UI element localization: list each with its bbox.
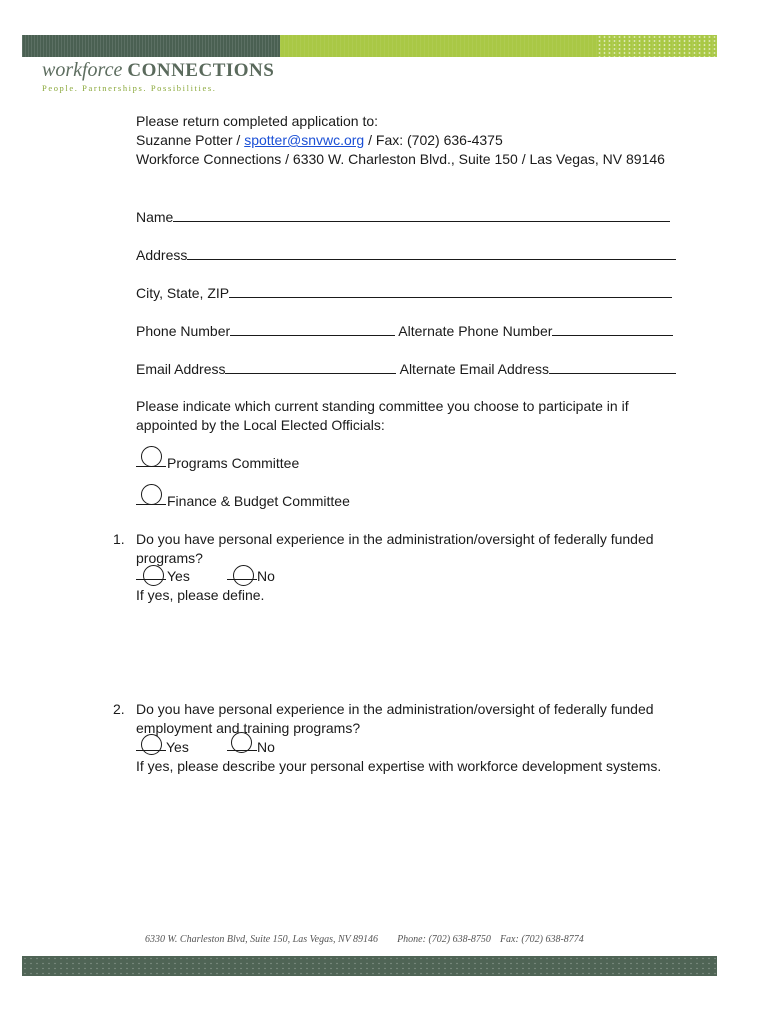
email-label: Email Address xyxy=(136,361,226,377)
alt-phone-field[interactable] xyxy=(552,321,673,336)
city-state-zip-row xyxy=(136,283,672,303)
banner-dark-segment xyxy=(22,35,280,57)
logo-word-connections: CONNECTIONS xyxy=(127,60,275,81)
header-banner xyxy=(22,35,717,57)
question-1-no-radio[interactable] xyxy=(233,565,254,586)
email-row xyxy=(136,359,676,379)
alt-email-field[interactable] xyxy=(549,359,676,374)
city-state-zip-field[interactable] xyxy=(229,283,672,298)
question-1-yes-label: Yes xyxy=(167,568,190,584)
address-field-row xyxy=(136,245,676,265)
committee-prompt-line1: Please indicate which current standing committee you choose to participate in if xyxy=(136,398,629,414)
question-2-followup: If yes, please describe your personal expertise with workforce development systems. xyxy=(136,758,662,774)
committee-prompt-line2: appointed by the Local Elected Officials: xyxy=(136,417,385,433)
phone-row xyxy=(136,321,673,341)
question-1-no-label: No xyxy=(257,568,275,584)
question-2-yes-radio[interactable] xyxy=(141,734,162,755)
footer-contact-line xyxy=(145,934,584,945)
question-2-no-label: No xyxy=(257,739,275,755)
name-field-row xyxy=(136,207,670,227)
logo-word-workforce: workforce xyxy=(42,59,123,81)
return-contact-line xyxy=(136,131,503,150)
question-1-yes-radio[interactable] xyxy=(143,565,164,586)
footer-fax: Fax: (702) 638-8774 xyxy=(499,934,584,945)
banner-dot-pattern xyxy=(597,35,717,57)
name-label: Name xyxy=(136,209,174,225)
return-address: Workforce Connections / 6330 W. Charleston Blvd., Suite 150 / Las Vegas, NV 89146 xyxy=(136,151,665,167)
question-2-line1: Do you have personal experience in the administration/oversight of federally funded xyxy=(136,701,654,717)
footer-address: 6330 W. Charleston Blvd, Suite 150, Las Vegas, NV 89146 xyxy=(145,934,379,945)
question-1-line2: programs? xyxy=(136,550,203,566)
alt-phone-label: Alternate Phone Number xyxy=(398,323,553,339)
finance-budget-committee-radio[interactable] xyxy=(141,484,162,505)
question-2-number: 2. xyxy=(113,701,125,717)
logo-tagline: People. Partnerships. Possibilities. xyxy=(42,83,217,93)
phone-field[interactable] xyxy=(230,321,395,336)
question-1-followup: If yes, please define. xyxy=(136,587,265,603)
alt-email-label: Alternate Email Address xyxy=(399,361,550,377)
return-instructions: Please return completed application to: xyxy=(136,113,379,129)
question-2-yes-label: Yes xyxy=(166,739,189,755)
contact-email-link[interactable]: spotter@snvwc.org xyxy=(244,132,365,148)
question-1-line1: Do you have personal experience in the administration/oversight of federally funded xyxy=(136,531,654,547)
question-1-number: 1. xyxy=(113,531,125,547)
workforce-connections-logo xyxy=(42,59,274,93)
footer-phone: Phone: (702) 638-8750 xyxy=(397,934,491,945)
question-2-no-radio[interactable] xyxy=(231,732,252,753)
address-field[interactable] xyxy=(187,245,676,260)
email-field[interactable] xyxy=(225,359,396,374)
city-state-zip-label: City, State, ZIP xyxy=(136,285,230,301)
footer-banner xyxy=(22,956,717,976)
contact-name: Suzanne Potter / xyxy=(136,132,245,148)
programs-committee-radio[interactable] xyxy=(141,446,162,467)
phone-label: Phone Number xyxy=(136,323,231,339)
programs-committee-label: Programs Committee xyxy=(167,455,300,471)
address-label: Address xyxy=(136,247,188,263)
finance-budget-committee-label: Finance & Budget Committee xyxy=(167,493,350,509)
contact-fax: / Fax: (702) 636-4375 xyxy=(364,132,503,148)
name-field[interactable] xyxy=(173,207,670,222)
question-2-line2: employment and training programs? xyxy=(136,720,361,736)
